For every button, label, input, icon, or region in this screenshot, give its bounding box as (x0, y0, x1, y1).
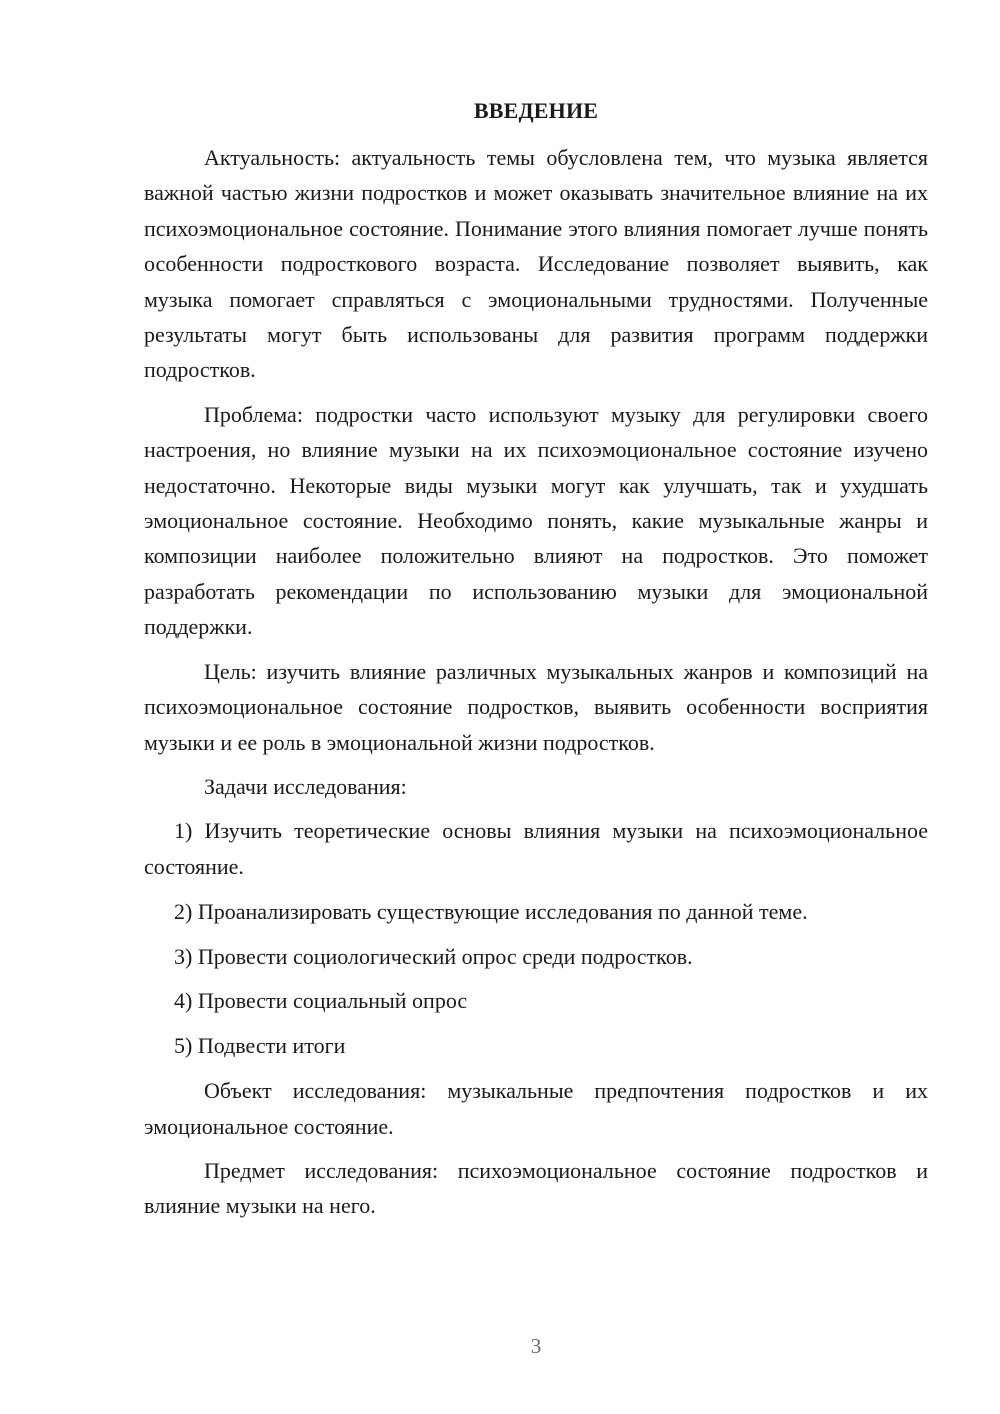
page-content (144, 96, 928, 1233)
problem-paragraph: Проблема: подростки часто используют музыку для регулировки своего настроения, но влияние музыки на их психоэмоциональное состояние изучено недостаточно. Некоторые виды музыки могут как улучшать, так и ухудшать эмоциональное состояние. Необходимо понять, какие музыкальные жанры и композиции наиболее положительно влияют на подростков. Это поможет разработать рекомендации по использованию музыки для эмоциональной поддержки. (144, 401, 928, 640)
task-item-3: 3) Провести социологический опрос среди подростков. (174, 943, 693, 969)
task-item-5: 5) Подвести итоги (174, 1033, 346, 1059)
page-number: 3 (530, 1334, 542, 1358)
relevance-paragraph: Актуальность: актуальность темы обусловлена тем, что музыка является важной частью жизни подростков и может оказывать значительное влияние на их психоэмоциональное состояние. Понимание этого влияния помогает лучше понять особенности подросткового возраста. Исследование позволяет выявить, как музыка помогает справляться с эмоциональными трудностями. Полученные результаты могут быть использованы для развития программ поддержки подростков. (144, 145, 928, 383)
subject-paragraph: Предмет исследования: психоэмоциональное состояние подростков и влияние музыки на него. (144, 1158, 928, 1219)
task-item-2: 2) Проанализировать существующие исследования по данной теме. (174, 898, 808, 924)
object-paragraph: Объект исследования: музыкальные предпочтения подростков и их эмоциональное состояние. (144, 1078, 928, 1139)
page-title: ВВЕДЕНИЕ (473, 98, 599, 123)
task-item-1: 1) Изучить теоретические основы влияния музыки на психоэмоциональное состояние. (144, 818, 928, 879)
task-item-4: 4) Провести социальный опрос (174, 988, 468, 1014)
tasks-heading: Задачи исследования: (204, 773, 407, 799)
goal-paragraph: Цель: изучить влияние различных музыкальных жанров и композиций на психоэмоциональное состояние подростков, выявить особенности восприятия музыки и ее роль в эмоциональной жизни подростков. (144, 658, 928, 755)
tasks-list (144, 813, 928, 1063)
